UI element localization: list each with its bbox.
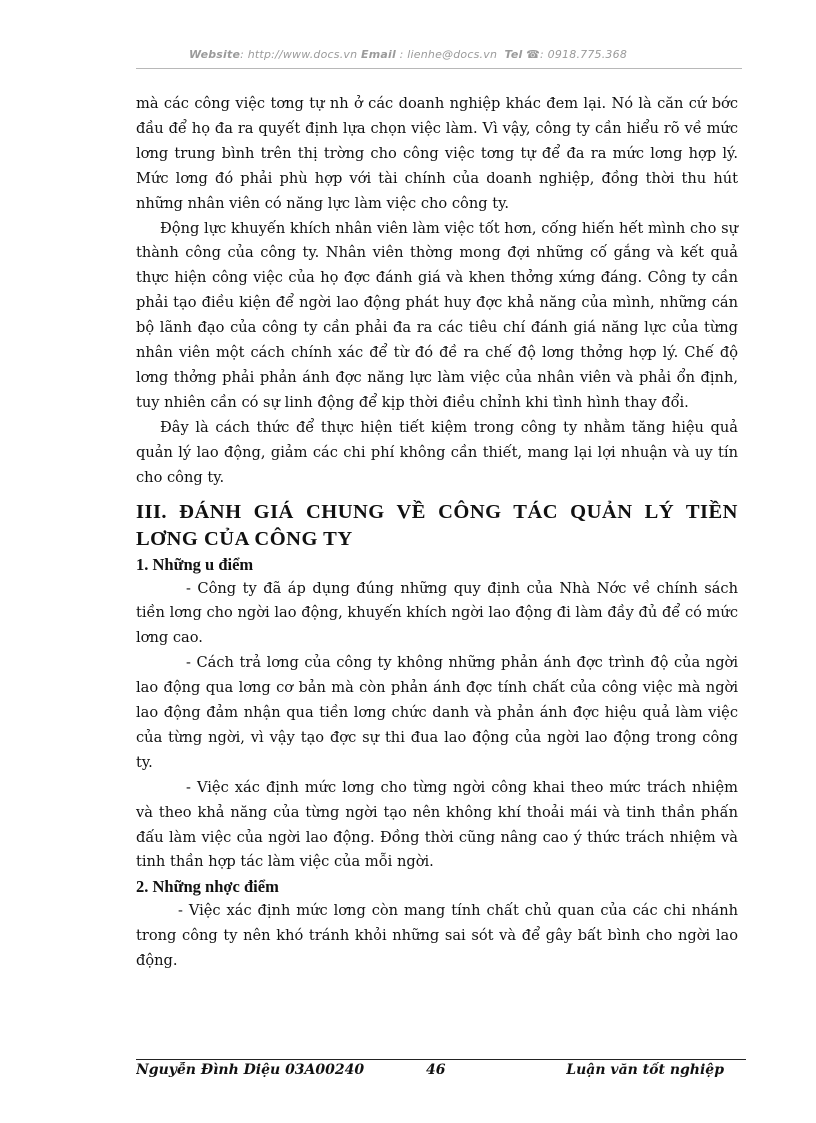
email-label: Email bbox=[361, 48, 396, 61]
footer-thesis-title: Luận văn tốt nghiệp bbox=[566, 1062, 724, 1078]
section-heading: III. ĐÁNH GIÁ CHUNG VỀ CÔNG TÁC QUẢN LÝ TIỀN LƠNG CỦA CÔNG TY bbox=[136, 500, 738, 550]
footer-page-number: 46 bbox=[426, 1062, 446, 1078]
tel-label: Tel bbox=[504, 48, 523, 61]
page-header bbox=[0, 48, 816, 61]
tel-value: ☎: 0918.775.368 bbox=[522, 48, 628, 61]
email-value: : lienhe@docs.vn bbox=[395, 48, 498, 61]
footer-divider bbox=[136, 1059, 746, 1060]
paragraph-advantage-1: - Công ty đã áp dụng đúng những quy định của Nhà Nớc về chính sách tiền lơng cho ngời lao động, khuyến khích ngời lao động đi làm đầy đủ để có mức lơng cao. bbox=[136, 579, 738, 647]
paragraph-2: Động lực khuyến khích nhân viên làm việc tốt hơn, cống hiến hết mình cho sự thành công của công ty. Nhân viên thờng mong đợi những cố gắng và kết quả thực hiện công việc của họ đợc đánh giá và khen thởng xứng đáng. Công ty cần phải tạo điều kiện để ngời lao động phát huy đợc khả năng của mình, những cán bộ lãnh đạo của công ty cần phải đa ra các tiêu chí đánh giá năng lực của từng nhân viên một cách chính xác để từ đó đề ra chế độ lơng thởng hợp lý. Chế độ lơng thởng phải phản ánh đợc năng lực làm việc của nhân viên và phải ổn định, tuy nhiên cần có sự linh động để kịp thời điều chỉnh khi tình hình thay đổi. bbox=[136, 219, 738, 411]
document-body bbox=[136, 92, 738, 974]
paragraph-disadvantage-1: - Việc xác định mức lơng còn mang tính chất chủ quan của các chi nhánh trong công ty nên khó tránh khỏi những sai sót và để gây bất bình cho ngời lao động. bbox=[136, 902, 738, 970]
paragraph-advantage-3: - Việc xác định mức lơng cho từng ngời công khai theo mức trách nhiệm và theo khả năng của từng ngời tạo nên không khí thoải mái và tinh thần phấn đấu làm việc của ngời lao động. Đồng thời cũng nâng cao ý thức trách nhiệm và tinh thần hợp tác làm việc của mỗi ngời. bbox=[136, 778, 738, 871]
paragraph-3: Đây là cách thức để thực hiện tiết kiệm trong công ty nhằm tăng hiệu quả quản lý lao động, giảm các chi phí không cần thiết, mang lại lợi nhuận và uy tín cho công ty. bbox=[136, 418, 738, 486]
subheading-advantages: 1. Những u điểm bbox=[136, 554, 254, 574]
paragraph-advantage-2: - Cách trả lơng của công ty không những phản ánh đợc trình độ của ngời lao động qua lơng cơ bản mà còn phản ánh đợc tính chất của công việc mà ngời lao động đảm nhận qua tiền lơng chức danh và phản ánh đợc hiệu quả làm việc của từng ngời, vì vậy tạo đợc sự thi đua lao động của ngời lao động trong công ty. bbox=[136, 654, 738, 771]
page-footer bbox=[136, 1062, 746, 1084]
website-value: : http://www.docs.vn bbox=[240, 48, 358, 61]
paragraph-1: mà các công việc tơng tự nh ở các doanh nghiệp khác đem lại. Nó là căn cứ bớc đầu để họ đa ra quyết định lựa chọn việc làm. Vì vậy, công ty cần hiểu rõ về mức lơng trung bình trên thị trờng cho công việc tơng tự để đa ra mức lơng hợp lý. Mức lơng đó phải phù hợp với tài chính của doanh nghiệp, đồng thời thu hút những nhân viên có năng lực làm việc cho công ty. bbox=[136, 95, 738, 212]
header-divider bbox=[136, 68, 742, 69]
website-label: Website bbox=[188, 48, 241, 61]
subheading-disadvantages: 2. Những nhợc điểm bbox=[136, 877, 279, 897]
footer-author: Nguyễn Đình Diệu 03A00240 bbox=[136, 1062, 365, 1078]
